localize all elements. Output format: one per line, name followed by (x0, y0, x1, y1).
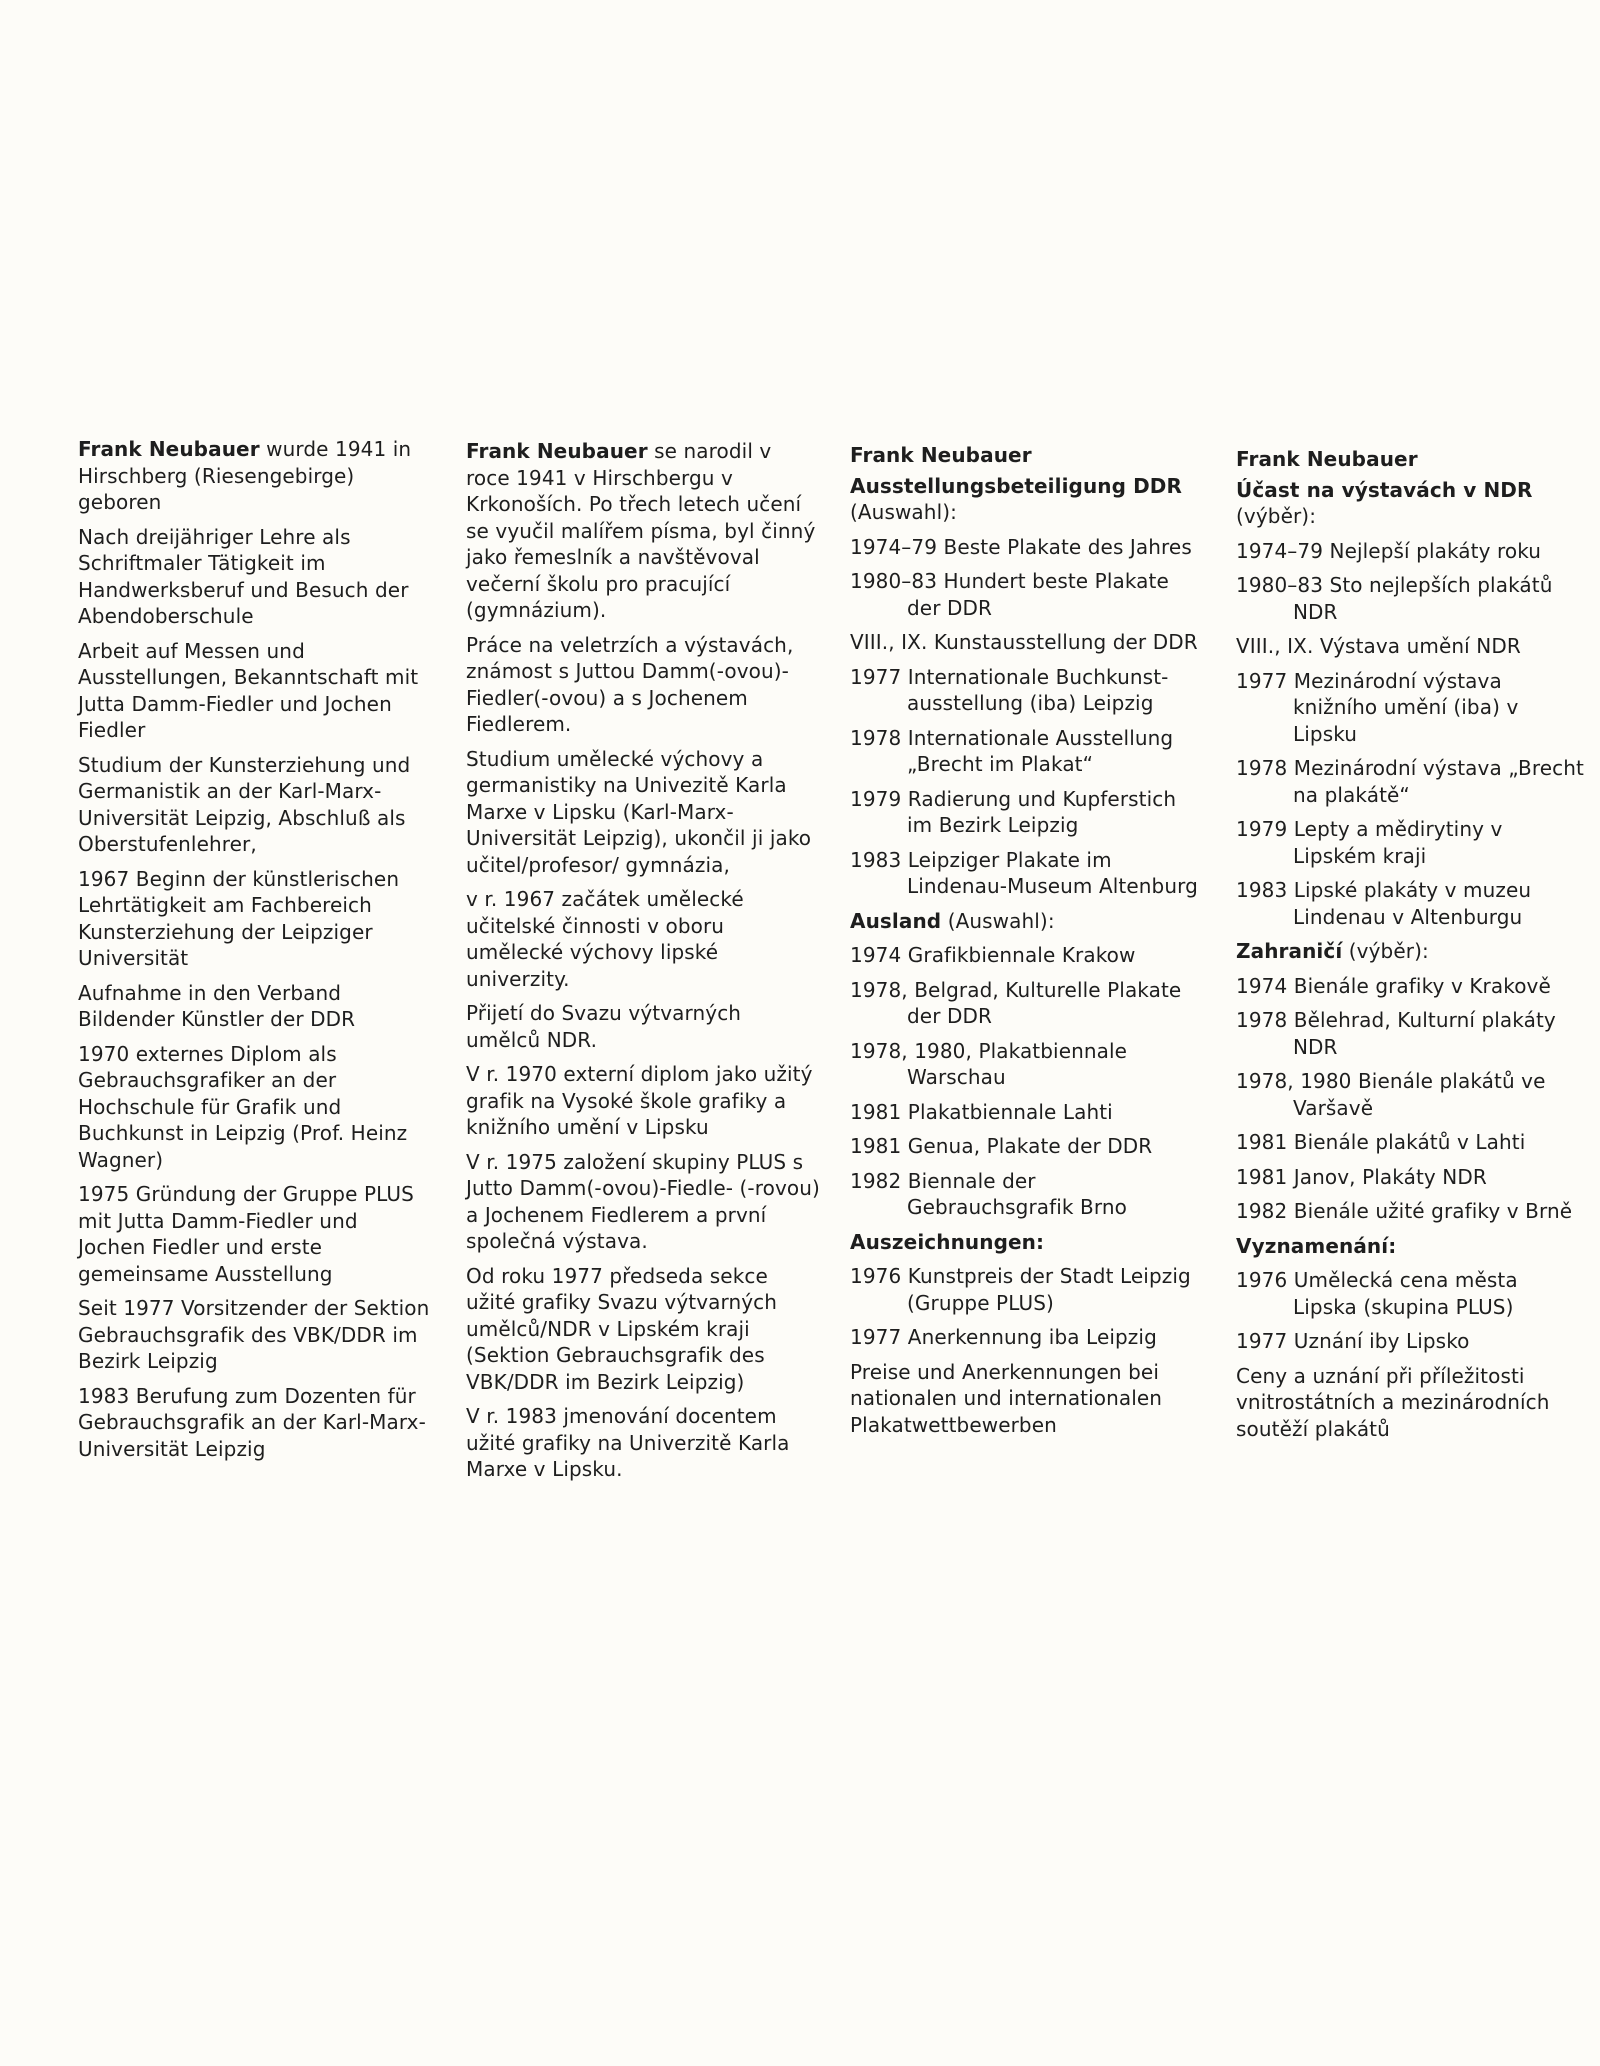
section-heading: Ausstellungsbeteiligung DDR (850, 473, 1183, 498)
artist-name: Frank Neubauer (78, 437, 260, 461)
list-item: 1976 Umělecká cena města Lipska (skupina PLUS) (1236, 1268, 1518, 1319)
bio-paragraph: v r. 1967 začátek umělecké učitelské činnosti v oboru umělecké výchovy lipské univerzity. (466, 887, 744, 991)
list-item: 1983 Leipziger Plakate im Lindenau-Museum Altenburg (850, 847, 1198, 898)
section-heading: Zahraničí (výběr): (1236, 939, 1429, 963)
section-note: (výběr): (1236, 504, 1317, 528)
list-item: 1979 Radierung und Kupferstich im Bezirk Leipzig (850, 786, 1177, 837)
list-item: 1981 Genua, Plakate der DDR (850, 1134, 1153, 1158)
list-item: 1977 Internationale Buchkunst-ausstellung (iba) Leipzig (850, 664, 1169, 715)
list-item: 1980–83 Hundert beste Plakate der DDR (850, 569, 1169, 620)
closing-paragraph: Preise und Anerkennungen bei nationalen und internationalen Plakatwettbewerben (850, 1359, 1163, 1437)
section-heading: Účast na výstavách v NDR (1236, 477, 1533, 502)
column-german-exhibitions (850, 442, 1205, 1446)
list-item: VIII., IX. Kunstausstellung der DDR (850, 630, 1198, 654)
column-czech-biography (466, 438, 820, 1491)
list-item: 1974 Grafikbiennale Krakow (850, 943, 1136, 967)
bio-paragraph: Nach dreijähriger Lehre als Schriftmaler Tätigkeit im Handwerksberuf und Besuch der Abendoberschule (78, 524, 409, 628)
bio-paragraph: Přijetí do Svazu výtvarných umělců NDR. (466, 1001, 742, 1052)
bio-paragraph: Od roku 1977 předseda sekce užité grafiky Svazu výtvarných umělců/NDR v Lipském kraji (Sektion Gebrauchsgrafik des VBK/DDR im Bezirk Leipzig) (466, 1263, 778, 1394)
list-item: 1978 Internationale Ausstellung „Brecht im Plakat“ (850, 725, 1174, 776)
list-item: 1974–79 Nejlepší plakáty roku (1236, 538, 1542, 563)
bio-paragraph: 1975 Gründung der Gruppe PLUS mit Jutta Damm-Fiedler und Jochen Fiedler und erste gemeinsame Ausstellung (78, 1182, 414, 1286)
list-item: 1980–83 Sto nejlepších plakátů NDR (1236, 573, 1553, 624)
bio-paragraph: Aufnahme in den Verband Bildender Künstler der DDR (78, 980, 356, 1031)
bio-paragraph: V r. 1975 založení skupiny PLUS s Jutto Damm(-ovou)-Fiedle- (-rovou) a Jochenem Fiedlerem a první společná výstava. (466, 1149, 820, 1253)
list-item: 1978, 1980 Bienále plakátů ve Varšavě (1236, 1069, 1546, 1120)
intro-paragraph: Frank Neubauer se narodil v roce 1941 v Hirschbergu v Krkonoších. Po třech letech učení se vyučil malířem písma, byl činný jako řemeslník a navštěvoval večerní školu pro pracující (gymnázium). (466, 439, 816, 622)
list-item: 1982 Biennale der Gebrauchsgrafik Brno (850, 1168, 1127, 1219)
bio-paragraph: 1967 Beginn der künstlerischen Lehrtätigkeit am Fachbereich Kunsterziehung der Leipziger Universität (78, 866, 400, 970)
artist-name: Frank Neubauer (466, 439, 648, 463)
list-item: 1978, Belgrad, Kulturelle Plakate der DDR (850, 977, 1182, 1028)
list-item: 1981 Plakatbiennale Lahti (850, 1099, 1113, 1124)
bio-paragraph: Práce na veletrzích a výstavách, známost s Juttou Damm(-ovou)-Fiedler(-ovou) a s Jochenem Fiedlerem. (466, 632, 794, 736)
list-item: 1977 Anerkennung iba Leipzig (850, 1325, 1157, 1349)
artist-name: Frank Neubauer (1236, 447, 1418, 471)
list-item: 1983 Lipské plakáty v muzeu Lindenau v Altenburgu (1236, 878, 1532, 929)
list-item: 1978, 1980, Plakatbiennale Warschau (850, 1038, 1128, 1089)
section-heading: Auszeichnungen: (850, 1229, 1045, 1254)
column-german-biography (78, 436, 430, 1470)
bio-paragraph: V r. 1983 jmenování docentem užité grafiky na Univerzitě Karla Marxe v Lipsku. (466, 1404, 790, 1481)
section-note: (Auswahl): (850, 500, 957, 524)
list-item: 1979 Lepty a mědirytiny v Lipském kraji (1236, 817, 1503, 868)
bio-paragraph: 1983 Berufung zum Dozenten für Gebrauchsgrafik an der Karl-Marx-Universität Leipzig (78, 1383, 426, 1461)
list-item: 1974 Bienále grafiky v Krakově (1236, 973, 1551, 998)
list-item: 1981 Bienále plakátů v Lahti (1236, 1130, 1526, 1154)
list-item: 1974–79 Beste Plakate des Jahres (850, 534, 1192, 559)
closing-paragraph: Ceny a uznání při příležitosti vnitrostátních a mezinárodních soutěží plakátů (1236, 1363, 1550, 1441)
artist-name: Frank Neubauer (850, 443, 1032, 467)
section-heading: Ausland (Auswahl): (850, 908, 1055, 933)
list-item: 1976 Kunstpreis der Stadt Leipzig (Gruppe PLUS) (850, 1264, 1191, 1315)
list-item: 1977 Mezinárodní výstava knižního umění (iba) v Lipsku (1236, 668, 1519, 746)
bio-paragraph: Arbeit auf Messen und Ausstellungen, Bekanntschaft mit Jutta Damm-Fiedler und Jochen Fiedler (78, 638, 419, 742)
list-item: VIII., IX. Výstava umění NDR (1236, 634, 1521, 658)
bio-paragraph: 1970 externes Diplom als Gebrauchsgrafiker an der Hochschule für Grafik und Buchkunst in Leipzig (Prof. Heinz Wagner) (78, 1041, 408, 1172)
section-heading: Vyznamenání: (1236, 1233, 1397, 1258)
bio-paragraph: Studium der Kunsterziehung und Germanistik an der Karl-Marx-Universität Leipzig, Abschluß als Oberstufenlehrer, (78, 752, 411, 856)
list-item: 1982 Bienále užité grafiky v Brně (1236, 1199, 1573, 1223)
bio-paragraph: V r. 1970 externí diplom jako užitý grafik na Vysoké škole grafiky a knižního umění v Lipsku (466, 1062, 813, 1139)
bio-paragraph: Seit 1977 Vorsitzender der Sektion Gebrauchsgrafik des VBK/DDR im Bezirk Leipzig (78, 1296, 430, 1373)
column-czech-exhibitions (1236, 446, 1586, 1450)
bio-paragraph: Studium umělecké výchovy a germanistiky na Univezitě Karla Marxe v Lipsku (Karl-Marx-Universität Leipzig), ukončil ji jako učitel/profesor/ gymnázia, (466, 746, 812, 877)
list-item: 1978 Mezinárodní výstava „Brecht na plakátě“ (1236, 756, 1584, 807)
list-item: 1981 Janov, Plakáty NDR (1236, 1164, 1487, 1189)
list-item: 1977 Uznání iby Lipsko (1236, 1329, 1470, 1353)
list-item: 1978 Bělehrad, Kulturní plakáty NDR (1236, 1008, 1556, 1059)
intro-paragraph: Frank Neubauer wurde 1941 in Hirschberg (Riesengebirge) geboren (78, 437, 412, 514)
